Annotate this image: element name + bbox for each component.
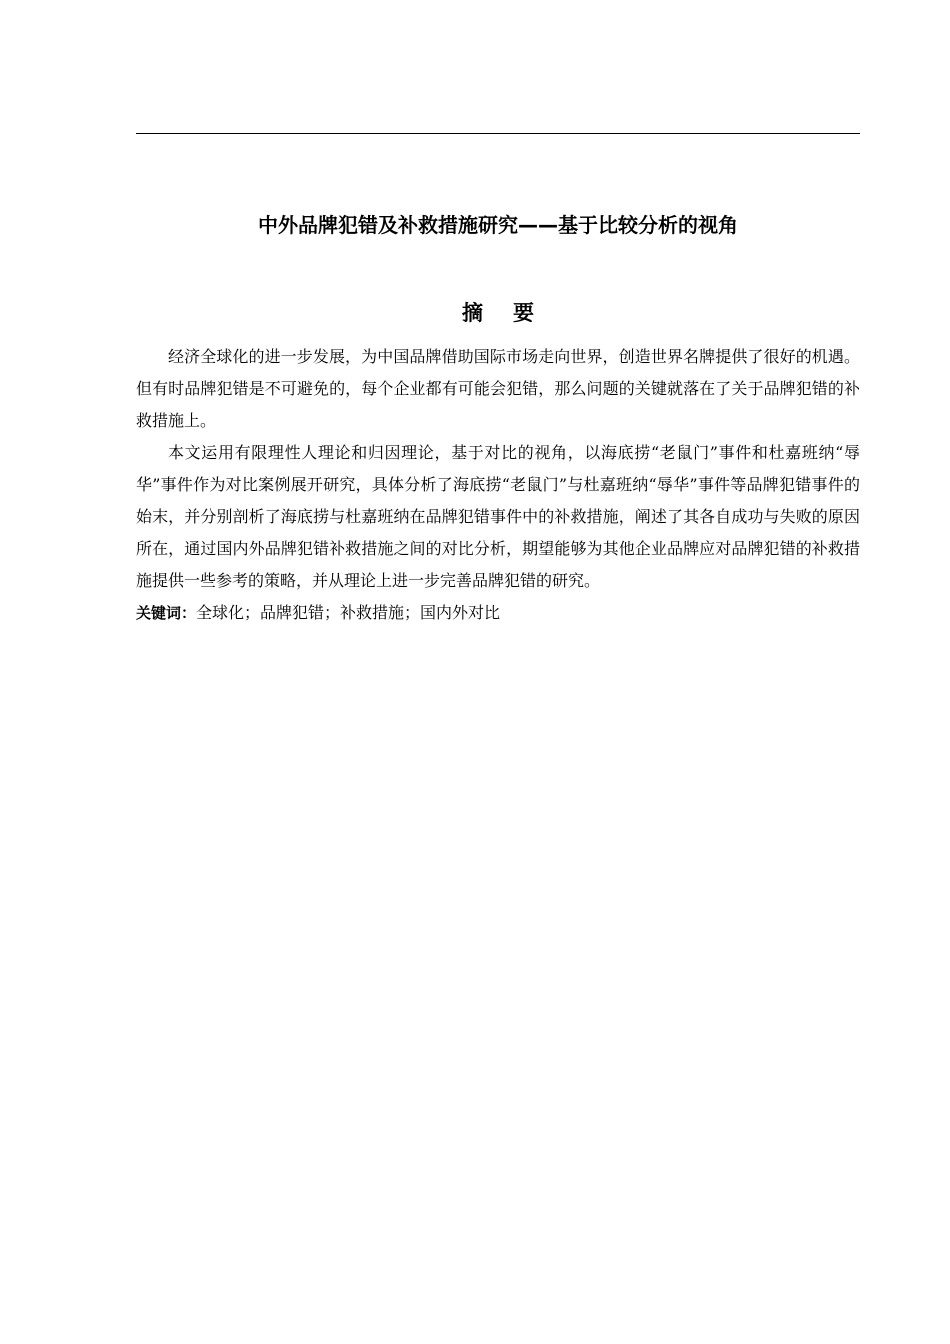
abstract-paragraph-1: 经济全球化的进一步发展，为中国品牌借助国际市场走向世界，创造世界名牌提供了很好的机遇。但有时品牌犯错是不可避免的，每个企业都有可能会犯错，那么问题的关键就落在了关于品牌犯错的补救措施上。 bbox=[136, 347, 860, 430]
document-title: 中外品牌犯错及补救措施研究——基于比较分析的视角 bbox=[258, 213, 738, 237]
keywords-label: 关键词： bbox=[136, 604, 197, 622]
header-rule bbox=[136, 133, 860, 134]
keywords-line bbox=[136, 597, 860, 629]
abstract-heading: 摘要 bbox=[462, 301, 564, 325]
keywords-text: 全球化；品牌犯错；补救措施；国内外对比 bbox=[196, 603, 501, 622]
abstract-body bbox=[136, 341, 860, 629]
abstract-paragraph-2: 本文运用有限理性人理论和归因理论，基于对比的视角，以海底捞“老鼠门”事件和杜嘉班纳“辱华”事件作为对比案例展开研究，具体分析了海底捞“老鼠门”与杜嘉班纳“辱华”事件等品牌犯错事件的始末，并分别剖析了海底捞与杜嘉班纳在品牌犯错事件中的补救措施，阐述了其各自成功与失败的原因所在，通过国内外品牌犯错补救措施之间的对比分析，期望能够为其他企业品牌应对品牌犯错的补救措施提供一些参考的策略，并从理论上进一步完善品牌犯错的研究。 bbox=[136, 443, 860, 590]
